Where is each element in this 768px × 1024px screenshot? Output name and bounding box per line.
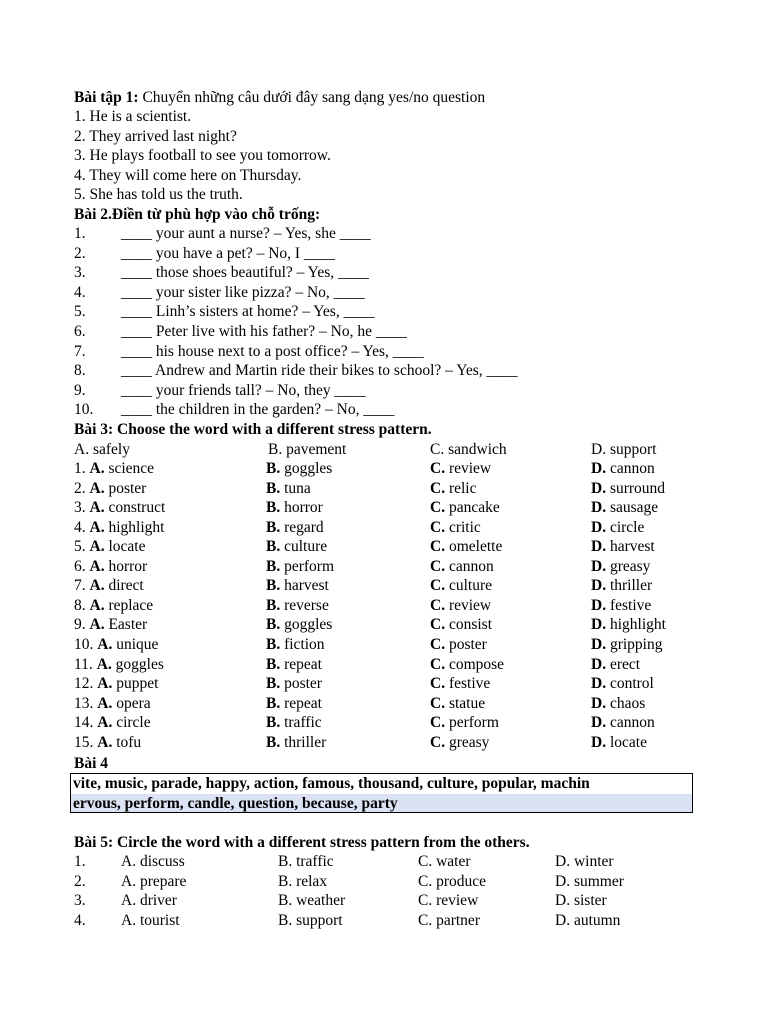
ex3-option-word: thriller bbox=[609, 577, 653, 594]
ex3-row bbox=[0, 557, 768, 577]
ex3-row bbox=[0, 518, 768, 538]
ex2-item-number: 2. bbox=[74, 245, 86, 262]
ex3-option-word: poster bbox=[284, 675, 322, 692]
ex2-item-text: ____ the children in the garden? – No, ____ bbox=[121, 401, 395, 418]
ex3-option-word: poster bbox=[448, 636, 487, 653]
ex3-option-word: puppet bbox=[116, 675, 159, 692]
ex2-item bbox=[0, 361, 768, 381]
ex3-option-word: consist bbox=[448, 616, 493, 633]
ex3-option-letter: A. bbox=[97, 734, 113, 751]
ex3-option-letter: D. bbox=[591, 499, 607, 516]
ex3-option-letter: C. bbox=[430, 616, 446, 633]
ex3-option-word: replace bbox=[108, 597, 154, 614]
ex3-option-d bbox=[591, 459, 655, 479]
ex3-option-a bbox=[74, 635, 158, 655]
ex2-item-number: 9. bbox=[74, 382, 86, 399]
ex3-option-d bbox=[591, 576, 652, 596]
ex3-option-letter: D. bbox=[591, 519, 607, 536]
ex3-option-b bbox=[266, 479, 311, 499]
ex3-option-letter: B. bbox=[266, 538, 281, 555]
ex3-example-b: B. pavement bbox=[268, 441, 347, 458]
ex3-option-b bbox=[266, 655, 322, 675]
ex3-option-word: highlight bbox=[108, 519, 165, 536]
ex3-option-letter: C. bbox=[430, 558, 446, 575]
ex3-option-word: cannon bbox=[609, 714, 655, 731]
ex2-item-number: 3. bbox=[74, 264, 86, 281]
ex3-option-word: cannon bbox=[609, 460, 655, 477]
ex3-option-word: circle bbox=[116, 714, 151, 731]
ex3-row-number: 3. bbox=[74, 499, 90, 516]
ex5-option-d: D. sister bbox=[555, 892, 607, 909]
ex3-option-c bbox=[430, 557, 494, 577]
ex3-row bbox=[0, 615, 768, 635]
ex3-option-letter: A. bbox=[89, 616, 105, 633]
ex2-item-text: ____ Andrew and Martin ride their bikes to school? – Yes, ____ bbox=[121, 362, 518, 379]
ex2-item-number: 10. bbox=[74, 401, 94, 418]
ex2-item-number: 8. bbox=[74, 362, 86, 379]
ex1-title bbox=[74, 88, 485, 108]
ex3-option-b bbox=[266, 596, 329, 616]
ex2-item bbox=[0, 244, 768, 264]
ex3-option-letter: D. bbox=[591, 480, 607, 497]
ex3-option-word: tofu bbox=[116, 734, 142, 751]
ex3-option-a bbox=[74, 733, 141, 753]
ex3-option-letter: A. bbox=[89, 558, 105, 575]
ex3-option-word: Easter bbox=[108, 616, 148, 633]
ex3-option-letter: A. bbox=[89, 480, 105, 497]
ex3-option-letter: C. bbox=[430, 499, 446, 516]
ex4-words-2: ervous, perform, candle, question, because, party bbox=[73, 795, 398, 812]
ex3-option-word: critic bbox=[448, 519, 481, 536]
ex3-option-word: perform bbox=[448, 714, 499, 731]
ex3-option-letter: C. bbox=[430, 597, 446, 614]
ex3-row-number: 10. bbox=[74, 636, 98, 653]
ex3-example-d: D. support bbox=[591, 441, 657, 458]
ex3-option-word: culture bbox=[284, 538, 328, 555]
ex3-row-number: 5. bbox=[74, 538, 90, 555]
ex3-option-b bbox=[266, 694, 322, 714]
ex3-option-word: goggles bbox=[284, 460, 333, 477]
ex3-option-a bbox=[74, 576, 144, 596]
ex3-row-number: 7. bbox=[74, 577, 90, 594]
ex3-option-word: compose bbox=[448, 656, 505, 673]
ex3-option-letter: B. bbox=[266, 480, 281, 497]
ex1-item: 1. He is a scientist. bbox=[74, 108, 192, 125]
ex3-option-word: relic bbox=[448, 480, 477, 497]
ex3-option-c bbox=[430, 479, 477, 499]
ex3-row bbox=[0, 498, 768, 518]
ex3-option-letter: A. bbox=[96, 656, 112, 673]
ex3-option-letter: B. bbox=[266, 636, 281, 653]
ex2-item-number: 1. bbox=[74, 225, 86, 242]
ex3-option-a bbox=[74, 479, 146, 499]
ex3-option-letter: D. bbox=[591, 597, 607, 614]
ex3-option-word: goggles bbox=[115, 656, 164, 673]
ex3-option-word: locate bbox=[108, 538, 146, 555]
ex3-row-number: 9. bbox=[74, 616, 90, 633]
ex3-option-word: highlight bbox=[609, 616, 666, 633]
ex2-title: Bài 2.Điền từ phù hợp vào chỗ trống: bbox=[74, 206, 321, 223]
ex2-item-number: 6. bbox=[74, 323, 86, 340]
ex3-option-b bbox=[266, 733, 326, 753]
ex3-option-letter: D. bbox=[591, 714, 607, 731]
ex5-option-c: C. produce bbox=[418, 873, 487, 890]
ex3-option-word: tuna bbox=[284, 480, 311, 497]
ex3-option-word: poster bbox=[108, 480, 147, 497]
ex3-option-letter: A. bbox=[89, 577, 105, 594]
ex2-item bbox=[0, 224, 768, 244]
ex3-option-letter: D. bbox=[591, 656, 607, 673]
ex3-option-c bbox=[430, 459, 491, 479]
ex3-option-letter: D. bbox=[591, 577, 607, 594]
ex3-option-letter: C. bbox=[430, 734, 446, 751]
ex3-option-d bbox=[591, 635, 662, 655]
ex3-option-word: statue bbox=[448, 695, 486, 712]
ex3-option-b bbox=[266, 615, 332, 635]
ex3-option-c bbox=[430, 694, 485, 714]
ex5-option-a: A. prepare bbox=[121, 873, 187, 890]
ex2-item bbox=[0, 400, 768, 420]
ex3-option-word: omelette bbox=[448, 538, 503, 555]
ex3-option-letter: C. bbox=[430, 656, 446, 673]
ex3-row bbox=[0, 694, 768, 714]
ex1-title-rest: Chuyển những câu dưới đây sang dạng yes/no question bbox=[138, 89, 486, 106]
ex3-option-word: construct bbox=[108, 499, 166, 516]
ex3-row bbox=[0, 655, 768, 675]
ex5-row-number: 3. bbox=[74, 892, 86, 909]
ex3-option-word: horror bbox=[108, 558, 148, 575]
ex3-option-letter: B. bbox=[266, 597, 281, 614]
ex3-option-word: surround bbox=[609, 480, 666, 497]
ex3-option-d bbox=[591, 557, 650, 577]
ex5-option-a: A. driver bbox=[121, 892, 177, 909]
ex3-option-letter: B. bbox=[266, 616, 281, 633]
ex3-option-word: circle bbox=[609, 519, 645, 536]
ex5-row bbox=[0, 891, 768, 911]
ex3-row bbox=[0, 479, 768, 499]
ex3-option-word: unique bbox=[116, 636, 159, 653]
ex2-item bbox=[0, 342, 768, 362]
ex3-option-word: control bbox=[609, 675, 654, 692]
ex3-option-b bbox=[266, 674, 322, 694]
ex3-option-word: review bbox=[448, 460, 492, 477]
ex3-option-letter: B. bbox=[266, 714, 281, 731]
ex2-item-text: ____ Linh’s sisters at home? – Yes, ____ bbox=[121, 303, 375, 320]
ex3-option-c bbox=[430, 674, 490, 694]
ex3-option-a bbox=[74, 557, 147, 577]
ex4-word-line-1 bbox=[71, 774, 692, 794]
ex3-option-letter: D. bbox=[591, 460, 607, 477]
ex2-item-text: ____ his house next to a post office? – Yes, ____ bbox=[121, 343, 424, 360]
ex3-option-b bbox=[266, 713, 322, 733]
ex3-option-letter: C. bbox=[430, 714, 446, 731]
ex3-option-word: opera bbox=[116, 695, 151, 712]
ex3-option-d bbox=[591, 713, 655, 733]
ex3-option-letter: A. bbox=[89, 538, 105, 555]
ex3-row-number: 14. bbox=[74, 714, 98, 731]
ex3-option-d bbox=[591, 498, 658, 518]
ex3-option-c bbox=[430, 713, 499, 733]
ex3-option-word: festive bbox=[609, 597, 652, 614]
ex3-option-word: erect bbox=[609, 656, 641, 673]
ex3-row bbox=[0, 576, 768, 596]
ex3-option-letter: A. bbox=[97, 675, 113, 692]
ex3-option-b bbox=[266, 459, 332, 479]
ex3-option-a bbox=[74, 498, 165, 518]
ex3-example-a: A. safely bbox=[74, 441, 130, 458]
ex2-item-text: ____ your friends tall? – No, they ____ bbox=[121, 382, 366, 399]
ex3-option-letter: C. bbox=[430, 675, 446, 692]
ex5-option-d: D. winter bbox=[555, 853, 614, 870]
ex3-option-c bbox=[430, 498, 500, 518]
ex3-option-word: locate bbox=[609, 734, 647, 751]
ex2-item bbox=[0, 381, 768, 401]
ex3-option-word: goggles bbox=[284, 616, 333, 633]
ex5-option-c: C. water bbox=[418, 853, 471, 870]
ex3-option-word: traffic bbox=[284, 714, 322, 731]
ex3-option-letter: C. bbox=[430, 519, 446, 536]
ex3-option-d bbox=[591, 694, 645, 714]
ex3-option-word: repeat bbox=[284, 695, 322, 712]
ex3-option-word: festive bbox=[448, 675, 491, 692]
ex1-item: 3. He plays football to see you tomorrow. bbox=[74, 147, 331, 164]
ex5-row-number: 1. bbox=[74, 853, 86, 870]
ex3-option-letter: B. bbox=[266, 577, 281, 594]
ex3-option-word: chaos bbox=[609, 695, 646, 712]
ex3-option-c bbox=[430, 615, 492, 635]
ex3-option-word: greasy bbox=[448, 734, 490, 751]
ex3-option-letter: B. bbox=[266, 734, 281, 751]
ex3-option-a bbox=[74, 713, 151, 733]
ex2-item-text: ____ your aunt a nurse? – Yes, she ____ bbox=[121, 225, 371, 242]
ex3-option-letter: C. bbox=[430, 636, 446, 653]
ex3-row-number: 13. bbox=[74, 695, 98, 712]
ex1-item: 5. She has told us the truth. bbox=[74, 186, 243, 203]
ex3-option-letter: A. bbox=[97, 714, 113, 731]
ex3-option-a bbox=[74, 615, 147, 635]
ex2-item bbox=[0, 263, 768, 283]
ex1-item: 2. They arrived last night? bbox=[74, 128, 237, 145]
ex3-option-letter: A. bbox=[89, 597, 105, 614]
ex3-option-a bbox=[74, 694, 151, 714]
ex3-option-word: perform bbox=[284, 558, 335, 575]
ex3-option-a bbox=[74, 596, 153, 616]
ex5-row-number: 4. bbox=[74, 912, 86, 929]
ex3-option-letter: B. bbox=[266, 499, 281, 516]
ex3-option-b bbox=[266, 537, 327, 557]
ex3-option-d bbox=[591, 537, 655, 557]
ex3-option-word: harvest bbox=[609, 538, 655, 555]
ex3-option-letter: C. bbox=[430, 695, 446, 712]
ex3-option-letter: B. bbox=[266, 460, 281, 477]
ex3-option-c bbox=[430, 733, 489, 753]
ex2-item-text: ____ you have a pet? – No, I ____ bbox=[121, 245, 335, 262]
ex2-item-number: 5. bbox=[74, 303, 86, 320]
ex3-option-letter: C. bbox=[430, 577, 446, 594]
ex3-option-word: horror bbox=[284, 499, 323, 516]
ex3-option-word: harvest bbox=[284, 577, 329, 594]
ex5-option-b: B. traffic bbox=[278, 853, 334, 870]
ex3-option-letter: A. bbox=[89, 460, 105, 477]
ex3-option-letter: D. bbox=[591, 734, 607, 751]
ex2-item-text: ____ those shoes beautiful? – Yes, ____ bbox=[121, 264, 369, 281]
ex3-option-letter: B. bbox=[266, 519, 281, 536]
ex5-option-b: B. relax bbox=[278, 873, 328, 890]
ex3-row bbox=[0, 635, 768, 655]
ex3-row-number: 12. bbox=[74, 675, 98, 692]
ex5-row-number: 2. bbox=[74, 873, 86, 890]
ex2-item-text: ____ your sister like pizza? – No, ____ bbox=[121, 284, 365, 301]
ex1-item: 4. They will come here on Thursday. bbox=[74, 167, 302, 184]
ex3-option-word: reverse bbox=[284, 597, 329, 614]
ex3-row bbox=[0, 459, 768, 479]
ex3-option-b bbox=[266, 557, 334, 577]
ex3-option-word: thriller bbox=[284, 734, 327, 751]
ex3-option-d bbox=[591, 733, 647, 753]
ex3-option-c bbox=[430, 576, 492, 596]
ex2-item bbox=[0, 283, 768, 303]
ex3-option-letter: D. bbox=[591, 675, 607, 692]
ex3-option-word: direct bbox=[108, 577, 144, 594]
ex3-row bbox=[0, 596, 768, 616]
ex3-option-letter: A. bbox=[97, 695, 113, 712]
ex3-row bbox=[0, 674, 768, 694]
ex3-row bbox=[0, 733, 768, 753]
ex3-option-letter: C. bbox=[430, 460, 446, 477]
ex2-item-text: ____ Peter live with his father? – No, he ____ bbox=[121, 323, 407, 340]
ex3-option-d bbox=[591, 615, 666, 635]
ex5-row bbox=[0, 852, 768, 872]
ex3-option-d bbox=[591, 596, 651, 616]
ex2-item bbox=[0, 302, 768, 322]
ex3-option-letter: D. bbox=[591, 695, 607, 712]
ex3-option-letter: B. bbox=[266, 558, 281, 575]
ex3-option-c bbox=[430, 655, 504, 675]
ex3-option-a bbox=[74, 459, 154, 479]
ex3-option-c bbox=[430, 596, 491, 616]
ex3-option-a bbox=[74, 655, 164, 675]
ex3-row-number: 1. bbox=[74, 460, 90, 477]
ex2-item-number: 7. bbox=[74, 343, 86, 360]
ex3-option-letter: C. bbox=[430, 480, 446, 497]
ex3-option-a bbox=[74, 674, 158, 694]
ex3-option-word: fiction bbox=[284, 636, 325, 653]
ex3-option-letter: C. bbox=[430, 538, 446, 555]
ex3-row bbox=[0, 537, 768, 557]
ex3-option-word: review bbox=[448, 597, 492, 614]
ex2-item-number: 4. bbox=[74, 284, 86, 301]
ex3-option-letter: B. bbox=[266, 675, 281, 692]
ex5-row bbox=[0, 911, 768, 931]
ex3-option-letter: B. bbox=[266, 656, 281, 673]
ex3-row bbox=[0, 713, 768, 733]
ex4-word-line-2 bbox=[71, 794, 692, 813]
ex4-word-box bbox=[70, 773, 693, 813]
ex3-row-number: 11. bbox=[74, 656, 97, 673]
ex3-title: Bài 3: Choose the word with a different stress pattern. bbox=[74, 421, 432, 438]
ex5-option-d: D. summer bbox=[555, 873, 624, 890]
ex3-option-letter: D. bbox=[591, 616, 607, 633]
ex3-option-a bbox=[74, 537, 145, 557]
ex5-row bbox=[0, 872, 768, 892]
ex3-option-word: culture bbox=[448, 577, 492, 594]
ex3-row-number: 15. bbox=[74, 734, 98, 751]
ex3-option-d bbox=[591, 518, 644, 538]
ex3-option-letter: A. bbox=[97, 636, 113, 653]
ex4-words-1: vite, music, parade, happy, action, famous, thousand, culture, popular, machin bbox=[73, 775, 590, 792]
ex5-option-a: A. discuss bbox=[121, 853, 185, 870]
ex3-row-number: 8. bbox=[74, 597, 90, 614]
ex3-option-c bbox=[430, 518, 481, 538]
ex3-option-word: science bbox=[108, 460, 155, 477]
ex5-option-d: D. autumn bbox=[555, 912, 621, 929]
ex3-option-word: greasy bbox=[609, 558, 651, 575]
ex5-option-b: B. support bbox=[278, 912, 343, 929]
ex3-option-word: repeat bbox=[284, 656, 322, 673]
ex3-option-b bbox=[266, 576, 329, 596]
ex5-title: Bài 5: Circle the word with a different stress pattern from the others. bbox=[74, 834, 530, 851]
ex3-option-b bbox=[266, 635, 325, 655]
ex3-option-c bbox=[430, 635, 487, 655]
ex2-item bbox=[0, 322, 768, 342]
ex3-option-d bbox=[591, 655, 640, 675]
ex3-row-number: 6. bbox=[74, 558, 90, 575]
ex3-option-b bbox=[266, 518, 324, 538]
ex5-option-b: B. weather bbox=[278, 892, 346, 909]
ex3-option-word: regard bbox=[284, 519, 324, 536]
ex3-option-word: gripping bbox=[609, 636, 663, 653]
ex3-option-letter: A. bbox=[89, 519, 105, 536]
ex3-row-number: 4. bbox=[74, 519, 90, 536]
ex3-option-c bbox=[430, 537, 502, 557]
ex3-option-d bbox=[591, 674, 654, 694]
ex5-option-a: A. tourist bbox=[121, 912, 180, 929]
ex5-option-c: C. review bbox=[418, 892, 479, 909]
ex1-title-bold: Bài tập 1: bbox=[74, 89, 139, 106]
ex4-title: Bài 4 bbox=[74, 755, 109, 772]
ex5-option-c: C. partner bbox=[418, 912, 480, 929]
ex3-row-number: 2. bbox=[74, 480, 90, 497]
ex3-option-letter: D. bbox=[591, 558, 607, 575]
ex3-option-letter: D. bbox=[591, 636, 607, 653]
ex3-option-d bbox=[591, 479, 665, 499]
ex3-option-word: pancake bbox=[448, 499, 500, 516]
ex3-option-word: sausage bbox=[609, 499, 659, 516]
ex3-option-a bbox=[74, 518, 164, 538]
ex3-option-b bbox=[266, 498, 323, 518]
ex3-option-letter: A. bbox=[89, 499, 105, 516]
ex3-option-word: cannon bbox=[448, 558, 494, 575]
ex3-option-letter: D. bbox=[591, 538, 607, 555]
ex3-example-c: C. sandwich bbox=[430, 441, 507, 458]
ex3-option-letter: B. bbox=[266, 695, 281, 712]
